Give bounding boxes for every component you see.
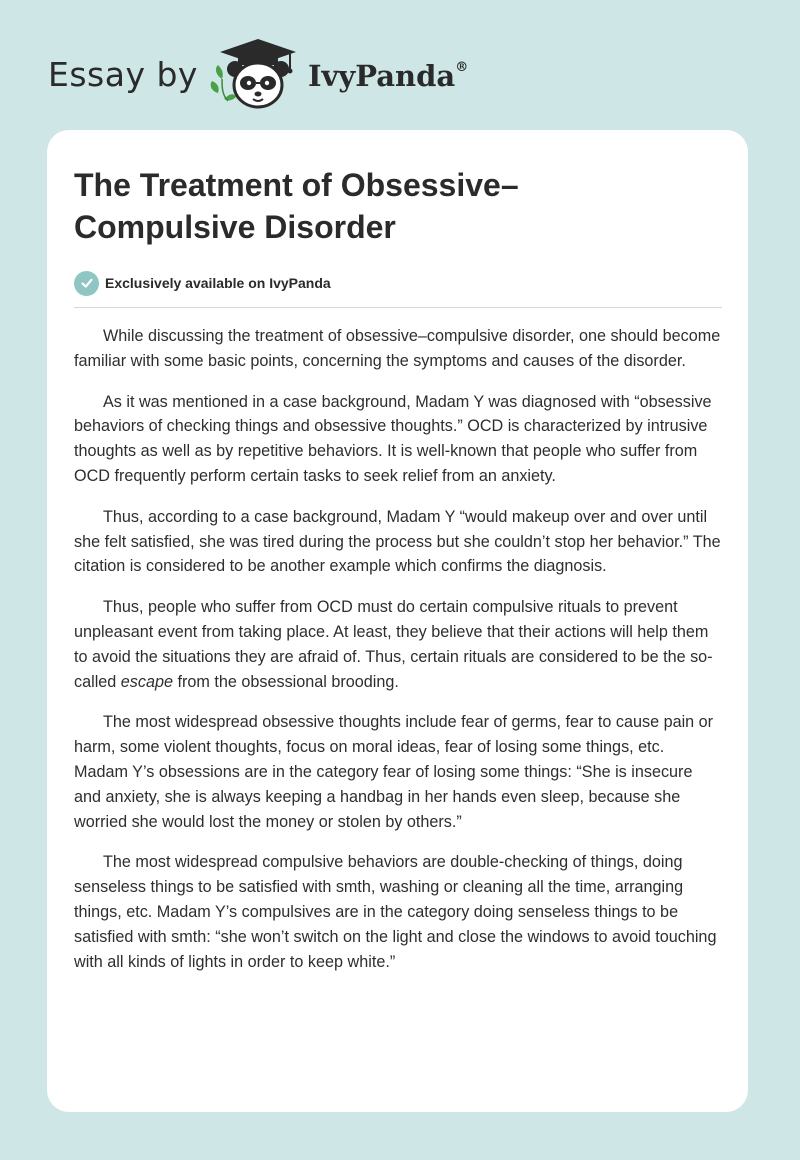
paragraph xyxy=(74,595,722,694)
page-title: The Treatment of Obsessive–Compulsive Disorder xyxy=(74,167,519,245)
paragraph: The most widespread compulsive behaviors are double-checking of things, doing senseless things to be satisfied with smth, washing or cleaning all the time, arranging things, etc. Madam Y’s compulsives are in the category doing senseless things to be satisfied with smth: “she won’t switch on the light and close the windows to avoid touching with all kinds of lights in order to keep white.” xyxy=(74,853,717,971)
essay-body xyxy=(74,324,722,974)
paragraph-text: Thus, people who suffer from OCD must do certain compulsive rituals to prevent unpleasant event from taking place. At least, they believe that their actions will help them to avoid the situations they are afraid of. Thus, certain rituals are considered to be the so-called xyxy=(74,598,713,691)
paragraph: As it was mentioned in a case background, Madam Y was diagnosed with “obsessive behaviors of checking things and obsessive thoughts.” OCD is characterized by intrusive thoughts as well as by repetitive behaviors. It is well-known that people who suffer from OCD frequently perform certain tasks to seek relief from an anxiety. xyxy=(74,392,712,485)
panda-graduate-icon[interactable] xyxy=(208,35,304,113)
exclusive-badge-label: Exclusively available on IvyPanda xyxy=(105,275,331,291)
exclusive-badge xyxy=(74,268,722,298)
brand-label: IvyPanda xyxy=(307,59,456,93)
essay-card xyxy=(47,130,748,1112)
paragraph: The most widespread obsessive thoughts include fear of germs, fear to cause pain or harm, some violent thoughts, focus on moral ideas, fear of losing some things, etc. Madam Y’s obsessions are in the category fear of losing some things: “She is insecure and anxiety, she is always keeping a handbag in her hands even sleep, because she worried she would lost the money or stolen by others.” xyxy=(74,713,714,831)
paragraph-text: from the obsessional brooding. xyxy=(173,672,399,691)
registered-mark: ® xyxy=(455,60,469,76)
emphasis-text: escape xyxy=(120,672,173,691)
paragraph: While discussing the treatment of obsessive–compulsive disorder, one should become familiar with some basic points, concerning the symptoms and causes of the disorder. xyxy=(74,327,721,370)
essay-by-label: Essay by xyxy=(48,54,198,94)
paragraph: Thus, according to a case background, Madam Y “would makeup over and over until she felt satisfied, she was tired during the process but she couldn’t stop her behavior.” The citation is considered to be another example which confirms the diagnosis. xyxy=(74,507,721,576)
site-header xyxy=(48,34,468,114)
brand-name[interactable] xyxy=(308,59,468,93)
divider xyxy=(74,307,722,308)
check-circle-icon xyxy=(74,271,99,296)
